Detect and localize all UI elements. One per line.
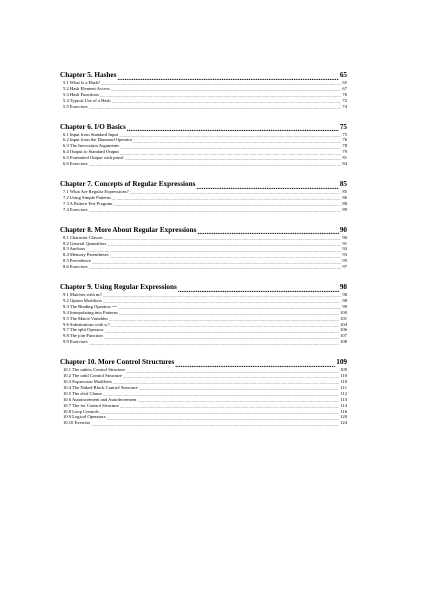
section-page-number: 76	[342, 137, 347, 143]
toc-section-entry[interactable]	[60, 252, 347, 258]
section-title: 6.5 Formatted Output with printf	[63, 155, 124, 161]
section-title: 5.4 Typical Use of a Hash	[63, 97, 111, 103]
chapter-page-number: 90	[339, 225, 347, 234]
chapter-title: Chapter 8. More About Regular Expressions	[60, 225, 197, 234]
section-page-number: 97	[342, 264, 347, 270]
section-title: 10.6 Autoincrement and Autodecrement	[63, 396, 137, 402]
dot-leader	[120, 151, 342, 156]
section-title: 8.1 Character Classes	[63, 234, 103, 240]
section-title: 10.9 Logical Operators	[63, 414, 106, 420]
dot-leader	[89, 162, 342, 167]
section-page-number: 74	[342, 103, 347, 109]
section-title: 7.3 A Pattern Test Program	[63, 200, 113, 206]
section-title: 6.4 Output to Standard Output	[63, 149, 119, 155]
chapter-title: Chapter 7. Concepts of Regular Expressions	[60, 179, 196, 188]
section-page-number: 93	[342, 252, 347, 258]
dot-leader	[101, 81, 341, 86]
section-page-number: 100	[340, 309, 347, 315]
toc-section-entry[interactable]	[60, 327, 347, 333]
toc-chapter	[60, 357, 347, 426]
dot-leader	[124, 156, 341, 161]
chapter-page-number: 85	[339, 179, 347, 188]
section-title: 9.6 Substitutions with s///	[63, 321, 110, 327]
dot-leader	[103, 293, 341, 298]
section-title: 10.4 The Naked Block Control Structure	[63, 384, 138, 390]
section-title: 5.5 Exercises	[63, 103, 88, 109]
section-page-number: 70	[342, 91, 347, 97]
section-page-number: 84	[342, 161, 347, 167]
toc-section-entry[interactable]	[60, 333, 347, 339]
dot-leader	[120, 145, 341, 150]
dot-leader	[123, 374, 339, 379]
dot-leader	[139, 386, 340, 391]
toc-chapter	[60, 122, 347, 167]
dot-leader	[106, 416, 339, 421]
section-title: 7.1 What Are Regular Expressions?	[63, 188, 129, 194]
dot-leader	[120, 404, 339, 409]
dot-leader	[89, 341, 340, 346]
section-page-number: 110	[340, 373, 347, 379]
section-page-number: 67	[342, 85, 347, 91]
dot-leader	[130, 190, 342, 195]
section-page-number: 111	[340, 384, 347, 390]
toc-chapter-entry[interactable]	[60, 225, 347, 235]
dot-leader	[133, 139, 341, 144]
section-title: 9.9 Exercises	[63, 339, 88, 345]
section-title: 8.5 Precedence	[63, 258, 91, 264]
toc-section-entry[interactable]	[60, 86, 347, 92]
dot-leader	[103, 299, 341, 304]
dot-leader	[110, 254, 342, 259]
section-title: 10.1 The unless Control Structure	[63, 367, 126, 373]
toc-section-entry[interactable]	[60, 155, 347, 161]
dot-leader	[86, 248, 341, 253]
dot-leader	[119, 305, 342, 310]
section-page-number: 81	[342, 155, 347, 161]
section-page-number: 86	[342, 194, 347, 200]
dot-leader	[197, 227, 338, 234]
section-page-number: 106	[340, 327, 347, 333]
section-page-number: 116	[340, 408, 347, 414]
toc-chapter	[60, 282, 347, 345]
section-title: 7.2 Using Simple Patterns	[63, 194, 111, 200]
section-page-number: 98	[342, 297, 347, 303]
section-page-number: 79	[342, 149, 347, 155]
dot-leader	[113, 380, 339, 385]
section-title: 9.3 The Binding Operator, =~	[63, 303, 118, 309]
dot-leader	[196, 182, 338, 189]
dot-leader	[175, 360, 335, 367]
section-page-number: 110	[340, 379, 347, 384]
dot-leader	[89, 105, 342, 110]
section-title: 5.2 Hash Element Access	[63, 85, 110, 91]
section-title: 9.1 Matches with m//	[63, 292, 103, 298]
section-page-number: 108	[340, 339, 347, 345]
toc-section-entry[interactable]	[60, 241, 347, 247]
dot-leader	[127, 124, 339, 131]
section-page-number: 120	[340, 414, 347, 420]
dot-leader	[107, 242, 341, 247]
section-title: 10.5 The elsif Clause	[63, 390, 102, 396]
section-title: 9.8 The join Function	[63, 333, 103, 339]
dot-leader	[113, 202, 341, 207]
toc-section-entry[interactable]	[60, 207, 347, 213]
section-title: 10.3 Expression Modifiers	[63, 379, 112, 384]
toc-section-entry[interactable]	[60, 264, 347, 270]
dot-leader	[89, 208, 342, 213]
chapter-page-number: 75	[339, 122, 347, 131]
dot-leader	[119, 133, 341, 138]
dot-leader	[103, 392, 339, 397]
section-title: 5.3 Hash Functions	[63, 91, 99, 97]
toc-chapter	[60, 225, 347, 270]
dot-leader	[104, 335, 339, 340]
dot-leader	[91, 422, 339, 427]
dot-leader	[109, 317, 339, 322]
section-page-number: 89	[342, 206, 347, 212]
section-title: 10.7 The for Control Structure	[63, 402, 119, 408]
section-page-number: 92	[342, 246, 347, 252]
dot-leader	[89, 265, 342, 270]
section-title: 10.8 Loop Controls	[63, 408, 99, 414]
section-title: 6.1 Input from Standard Input	[63, 131, 118, 137]
section-page-number: 85	[342, 188, 347, 194]
section-title: 9.2 Option Modifiers	[63, 297, 102, 303]
dot-leader	[178, 285, 339, 292]
section-page-number: 113	[340, 396, 347, 402]
section-title: 8.3 Anchors	[63, 246, 86, 252]
section-title: 8.2 General Quantifiers	[63, 240, 107, 246]
dot-leader	[112, 196, 341, 201]
dot-leader	[92, 260, 342, 265]
toc-section-entry[interactable]	[60, 98, 347, 104]
toc-chapter	[60, 70, 347, 110]
toc-section-entry[interactable]	[60, 339, 347, 345]
chapter-page-number: 98	[339, 283, 347, 292]
chapter-page-number: 65	[339, 71, 347, 79]
section-page-number: 114	[340, 402, 347, 408]
toc-section-entry[interactable]	[60, 414, 347, 420]
toc-chapter-entry[interactable]	[60, 122, 347, 132]
toc-chapter-entry[interactable]	[60, 70, 347, 80]
toc-section-entry[interactable]	[60, 161, 347, 167]
toc-chapter-entry[interactable]	[60, 357, 347, 367]
section-page-number: 91	[342, 240, 347, 246]
dot-leader	[112, 99, 342, 104]
toc-section-entry[interactable]	[60, 420, 347, 426]
section-title: 5.1 What Is a Hash?	[63, 80, 101, 85]
dot-leader	[100, 410, 339, 415]
section-page-number: 75	[342, 131, 347, 137]
toc-section-entry[interactable]	[60, 385, 347, 391]
section-page-number: 101	[340, 315, 347, 321]
dot-leader	[117, 73, 338, 80]
toc-section-entry[interactable]	[60, 292, 347, 298]
section-title: 8.4 Memory Parentheses	[63, 252, 109, 258]
section-title: 6.2 Input from the Diamond Operator	[63, 137, 133, 143]
section-page-number: 107	[340, 333, 347, 339]
dot-leader	[105, 329, 340, 334]
dot-leader	[100, 93, 342, 98]
section-title: 10.2 The until Control Structure	[63, 373, 122, 379]
section-page-number: 99	[342, 303, 347, 309]
section-page-number: 90	[342, 234, 347, 240]
dot-leader	[119, 311, 339, 316]
dot-leader	[126, 369, 339, 374]
section-page-number: 104	[340, 321, 347, 327]
toc-chapter-entry[interactable]	[60, 179, 347, 189]
section-title: 6.3 The Invocation Arguments	[63, 143, 119, 149]
table-of-contents	[60, 70, 347, 438]
section-page-number: 72	[342, 97, 347, 103]
dot-leader	[137, 398, 339, 403]
section-page-number: 124	[340, 420, 347, 426]
dot-leader	[111, 87, 342, 92]
chapter-page-number: 109	[336, 358, 347, 367]
section-page-number: 98	[342, 292, 347, 298]
section-page-number: 112	[340, 390, 347, 396]
section-page-number: 95	[342, 258, 347, 264]
section-title: 9.4 Interpolating into Patterns	[63, 309, 118, 315]
toc-section-entry[interactable]	[60, 258, 347, 264]
chapter-title: Chapter 6. I/O Basics	[60, 122, 126, 131]
dot-leader	[104, 236, 342, 241]
section-title: 7.4 Exercises	[63, 206, 88, 212]
section-page-number: 109	[340, 367, 347, 373]
chapter-title: Chapter 5. Hashes	[60, 71, 117, 79]
toc-chapter-entry[interactable]	[60, 282, 347, 292]
chapter-title: Chapter 10. More Control Structures	[60, 358, 175, 367]
section-title: 9.7 The split Operator	[63, 327, 104, 333]
toc-section-entry[interactable]	[60, 403, 347, 409]
dot-leader	[111, 323, 339, 328]
section-page-number: 88	[342, 200, 347, 206]
section-title: 10.10 Exercise	[63, 420, 91, 426]
toc-section-entry[interactable]	[60, 104, 347, 110]
section-page-number: 78	[342, 143, 347, 149]
toc-section-entry[interactable]	[60, 201, 347, 207]
section-page-number: 65	[342, 80, 347, 85]
section-title: 6.6 Exercises	[63, 161, 88, 167]
toc-chapter	[60, 179, 347, 213]
section-title: 9.5 The Match Variables	[63, 315, 108, 321]
chapter-title: Chapter 9. Using Regular Expressions	[60, 283, 177, 292]
section-title: 8.6 Exercises	[63, 264, 88, 270]
